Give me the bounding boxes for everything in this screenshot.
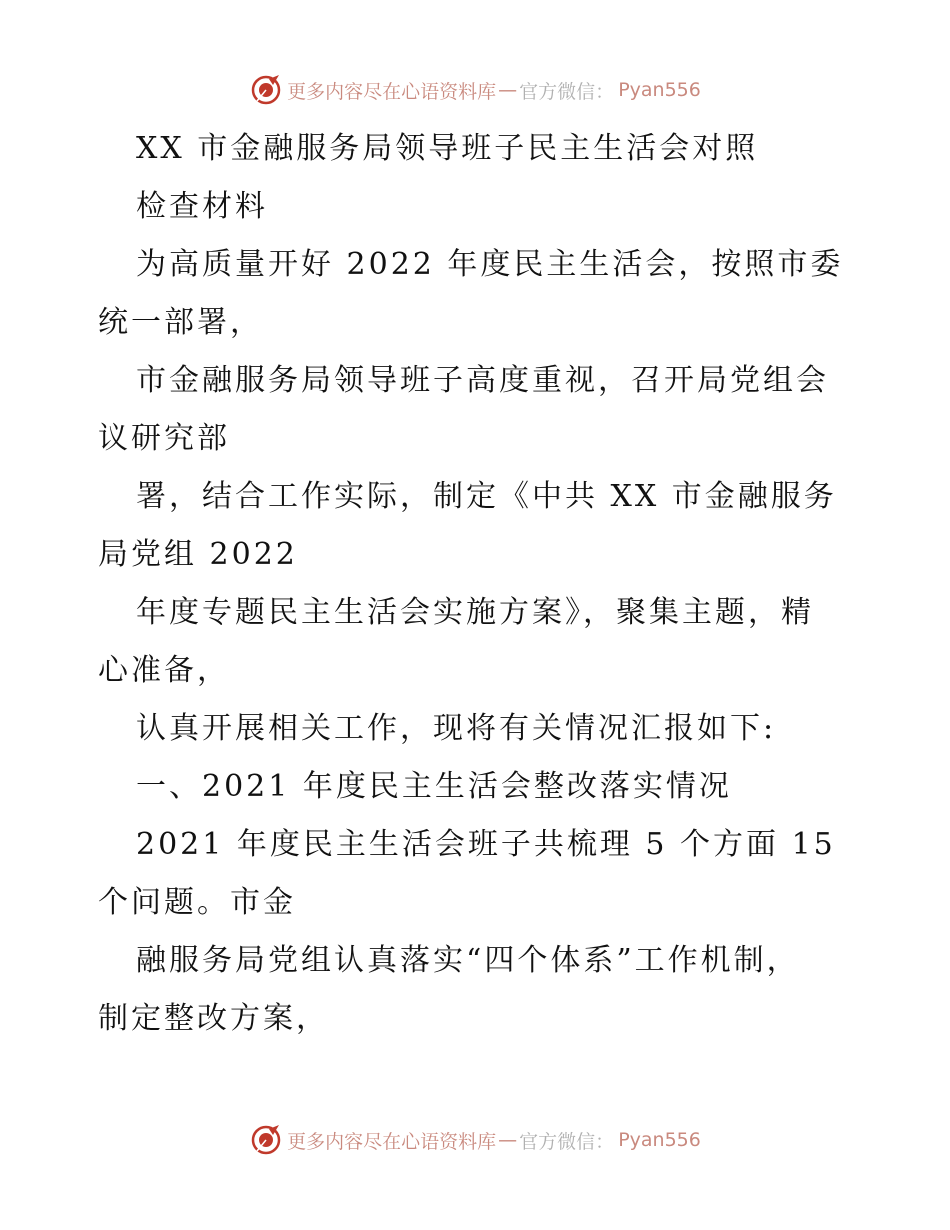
title-line-1: XX 市金融服务局领导班子民主生活会对照 [136, 131, 759, 166]
quill-logo-icon [249, 73, 283, 107]
paragraph-line: 融服务局党组认真落实“四个体系”工作机制， [136, 943, 800, 978]
section-heading: 一、2021 年度民主生活会整改落实情况 [136, 769, 732, 804]
paragraph-line: 市金融服务局领导班子高度重视，召开局党组会 [136, 363, 829, 398]
paragraph-line: 局党组 2022 [98, 537, 298, 572]
paragraph-line: 认真开展相关工作，现将有关情况汇报如下: [136, 711, 777, 746]
footer-watermark [0, 1120, 950, 1160]
paragraph-line: 统一部署， [98, 305, 263, 340]
paragraph-line: 个问题。市金 [98, 885, 296, 920]
paragraph-line: 2021 年度民主生活会班子共梳理 5 个方面 15 [136, 827, 836, 862]
header-watermark [0, 70, 950, 110]
watermark-official-label: 官方微信： [519, 80, 615, 103]
paragraph-line: 心准备， [98, 653, 230, 688]
title-line-2: 检查材料 [136, 189, 268, 224]
watermark-account: Pyan556 [618, 1129, 701, 1151]
watermark-dash: — [498, 79, 518, 101]
quill-logo-icon [249, 1123, 283, 1157]
paragraph-line: 制定整改方案， [98, 1001, 329, 1036]
watermark-brand: 更多内容尽在心语资料库 [287, 1130, 497, 1153]
watermark-brand: 更多内容尽在心语资料库 [287, 80, 497, 103]
document-body [98, 120, 868, 1048]
paragraph-line: 署，结合工作实际，制定《中共 XX 市金融服务 [136, 479, 837, 514]
paragraph-line: 年度专题民主生活会实施方案》，聚集主题，精 [136, 595, 814, 630]
watermark-official-label: 官方微信： [519, 1130, 615, 1153]
paragraph-line: 为高质量开好 2022 年度民主生活会，按照市委 [136, 247, 844, 282]
paragraph-line: 议研究部 [98, 421, 230, 456]
watermark-dash: — [498, 1129, 518, 1151]
watermark-account: Pyan556 [618, 79, 701, 101]
